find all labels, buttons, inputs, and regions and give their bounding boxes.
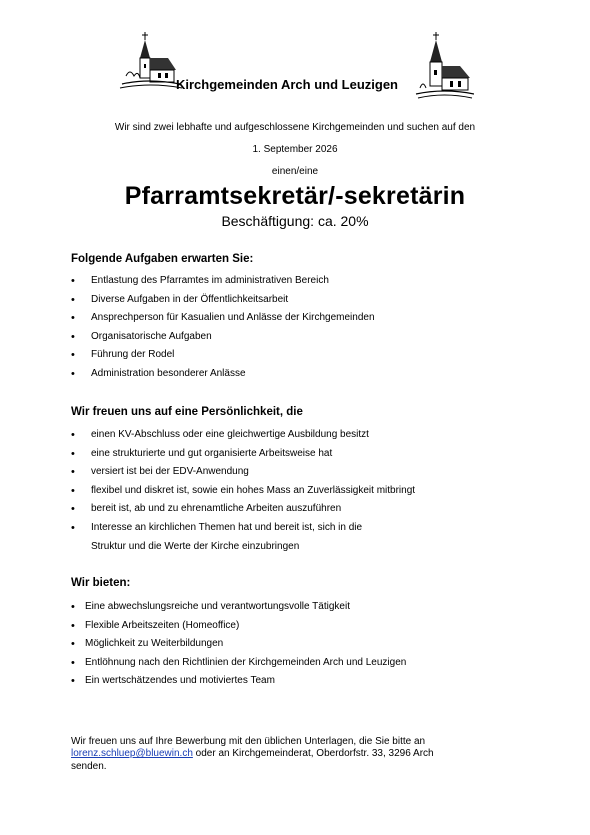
bullet-icon: • — [71, 521, 75, 534]
bullet-icon: • — [71, 619, 75, 632]
bullet-icon: • — [71, 312, 75, 325]
bullet-icon: • — [71, 656, 75, 669]
bullet-icon: • — [71, 367, 75, 380]
email-link[interactable]: lorenz.schluep@bluewin.ch — [71, 748, 193, 760]
einen-eine-text: einen/eine — [271, 166, 319, 177]
footer-line3: senden. — [71, 760, 107, 772]
start-date: 1. September 2026 — [252, 144, 338, 155]
bullet-icon: • — [71, 466, 75, 479]
footer-line1: Wir freuen uns auf Ihre Bewerbung mit den üblichen Unterlagen, die Sie bitte an — [71, 736, 426, 747]
section-heading-tasks: Folgende Aufgaben erwarten Sie: — [71, 253, 254, 265]
bullet-icon: • — [71, 429, 75, 441]
bullet-icon: • — [71, 293, 75, 306]
intro-text: Wir sind zwei lebhafte und aufgeschlossene Kirchgemeinden und suchen auf den — [114, 122, 476, 133]
bullet-icon: • — [71, 675, 75, 688]
bullet-icon: • — [71, 275, 75, 287]
header-title: Kirchgemeinden Arch und Leuzigen — [176, 77, 398, 92]
bullet-icon: • — [71, 484, 75, 497]
section-heading-offer: Wir bieten: — [71, 577, 131, 589]
church-icon — [118, 28, 182, 90]
bullet-icon: • — [71, 330, 75, 343]
church-icon — [414, 30, 474, 100]
footer-text — [71, 736, 491, 773]
bullet-icon: • — [71, 349, 75, 362]
bullet-icon: • — [71, 638, 75, 651]
bullet-icon: • — [71, 601, 75, 613]
job-title: Pfarramtsekretär/-sekretärin — [124, 182, 466, 210]
employment-level: Beschäftigung: ca. 20% — [221, 213, 369, 229]
bullet-icon: • — [71, 503, 75, 516]
bullet-icon: • — [71, 447, 75, 460]
section-heading-personality: Wir freuen uns auf eine Persönlichkeit, die — [71, 406, 303, 418]
footer-line2: oder an Kirchgemeinderat, Oberdorfstr. 33, 3296 Arch — [192, 748, 434, 760]
